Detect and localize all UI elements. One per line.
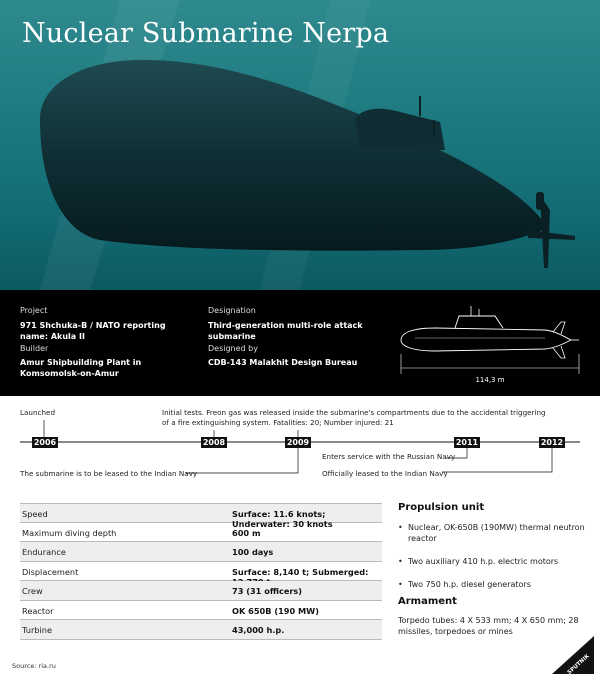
hero-image (0, 0, 600, 290)
propulsion-list (398, 522, 588, 602)
list-item: • Two auxiliary 410 h.p. electric motors (398, 556, 588, 567)
spec-value: 600 m (232, 527, 261, 538)
designation-label: Designation (208, 306, 256, 315)
project-label: Project (20, 306, 48, 315)
table-row (20, 620, 382, 640)
builder-value: Amur Shipbuilding Plant in Komsomolsk-on-Amur (20, 358, 142, 378)
info-band (0, 290, 600, 396)
year-badge: 2012 (540, 438, 564, 447)
spec-name: Crew (22, 586, 43, 596)
year-badge: 2011 (455, 438, 479, 447)
list-item: • Two 750 h.p. diesel generators (398, 579, 588, 590)
spec-value: 100 days (232, 547, 274, 557)
list-item: • Nuclear, OK-650B (190MW) thermal neutron reactor (398, 522, 588, 544)
submarine-sail (355, 109, 445, 150)
designation-value: Third-generation multi-role attack submarine (208, 321, 363, 341)
builder-label: Builder (20, 344, 49, 353)
spec-name: Speed (22, 509, 48, 519)
launched-text: Launched (20, 408, 56, 417)
table-row (20, 581, 382, 601)
length-label: 114,3 m (475, 376, 505, 384)
spec-value: Surface: 11.6 knots; Underwater: 30 knots (232, 509, 333, 529)
armament-heading: Armament (398, 596, 457, 607)
table-row (20, 503, 382, 529)
project-value: 971 Shchuka-B / NATO reporting name: Akula II (20, 321, 166, 341)
source-note: Source: ria.ru (12, 662, 56, 670)
table-row (20, 542, 382, 562)
logo-text: SPUTNIK (566, 653, 591, 676)
page-title: Nuclear Submarine Nerpa (22, 18, 390, 49)
year-badge: 2008 (202, 438, 226, 447)
spec-value: 43,000 h.p. (232, 625, 285, 635)
timeline (0, 396, 600, 488)
table-row (20, 562, 382, 582)
designed-value: CDB-143 Malakhit Design Bureau (208, 358, 358, 367)
year-badge: 2009 (286, 438, 310, 447)
year-badge: 2006 (33, 438, 57, 447)
table-row (20, 523, 382, 543)
spec-value: OK 650B (190 MW) (232, 605, 319, 616)
propulsion-heading: Propulsion unit (398, 502, 485, 513)
spec-name: Displacement (22, 566, 79, 577)
spec-value: Surface: 8,140 t; Submerged: (232, 566, 369, 577)
table-row (20, 601, 382, 621)
tests-text-1: Initial tests. Freon gas was released inside the submarine's compartments due to the accidental triggering (162, 408, 546, 417)
spec-name: Endurance (22, 547, 66, 557)
service-text: Enters service with the Russian Navy (322, 452, 456, 461)
submarine-hull (40, 60, 548, 251)
submarine-schematic (395, 294, 585, 394)
sputnik-logo (548, 634, 596, 676)
designed-label: Designed by (208, 344, 258, 353)
specs-table (20, 503, 382, 640)
spec-name: Turbine (22, 625, 53, 635)
spec-name: Reactor (22, 605, 54, 616)
lease-text: The submarine is to be leased to the Indian Navy (20, 469, 198, 478)
armament-text: Torpedo tubes: 4 X 533 mm; 4 X 650 mm; 28 missiles, torpedoes or mines (398, 616, 579, 636)
spec-name: Maximum diving depth (22, 527, 117, 538)
official-lease-text: Officially leased to the Indian Navy (322, 469, 448, 478)
spec-value: 73 (31 officers) (232, 586, 303, 596)
tests-text-2: of a fire extinguishing system. Fatalities: 20; Number injured: 21 (162, 418, 394, 427)
